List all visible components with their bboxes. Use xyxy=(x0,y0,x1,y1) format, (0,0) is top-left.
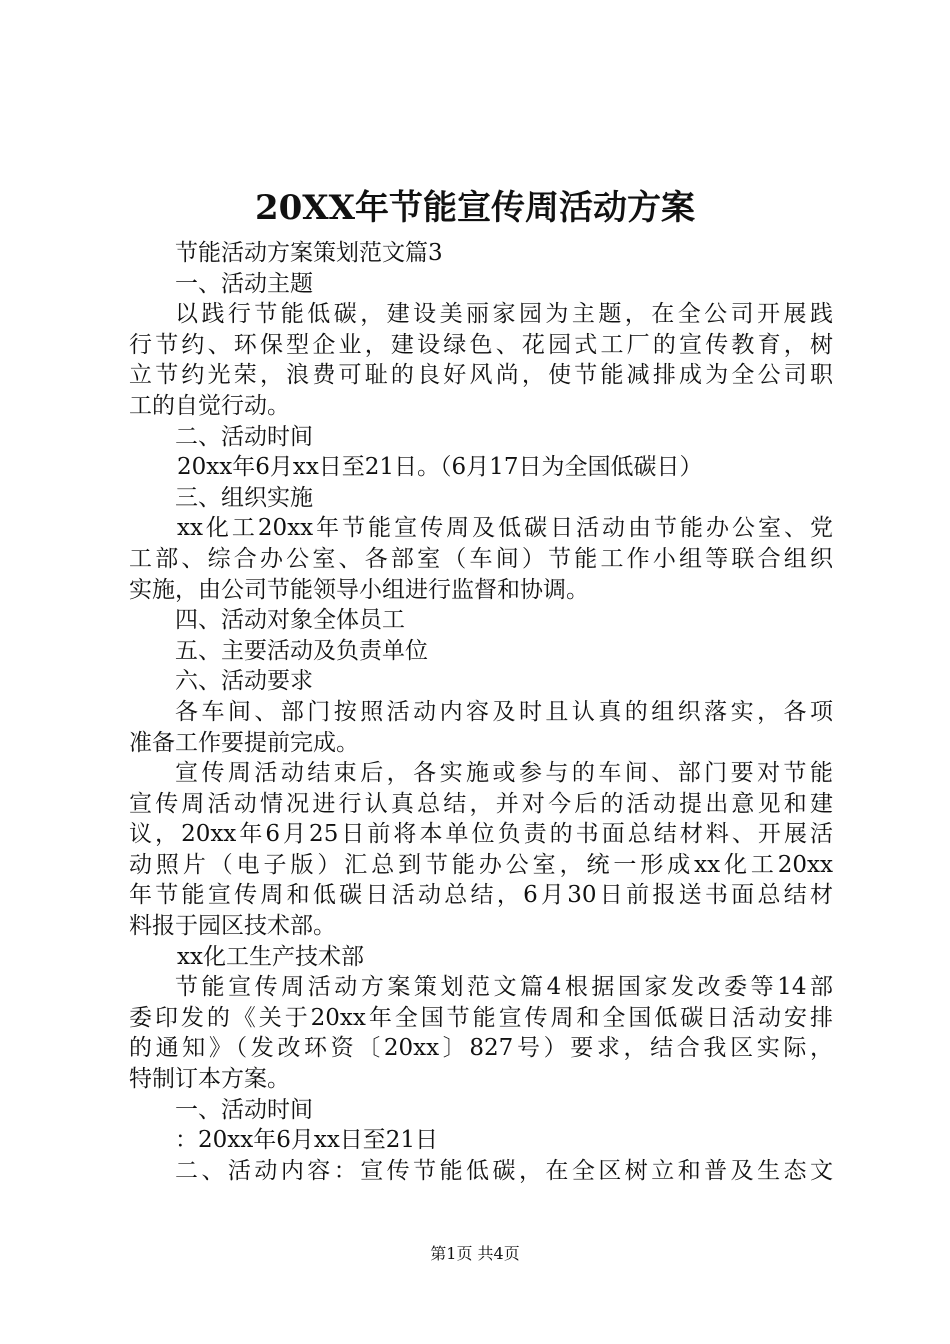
text-line: 六、活动要求 xyxy=(175,668,313,695)
text-line: 的通知》（发改环资〔20xx〕827号）要求，结合我区实际， xyxy=(129,1035,833,1062)
text-line: 三、组织实施 xyxy=(175,484,313,511)
text-line: xx化工20xx年节能宣传周及低碳日活动由节能办公室、党 xyxy=(177,515,833,542)
text-line: xx化工生产技术部 xyxy=(177,943,364,970)
text-line: 工部、综合办公室、各部室（车间）节能工作小组等联合组织 xyxy=(129,545,833,572)
text-line: 节能宣传周活动方案策划范文篇4根据国家发改委等14部 xyxy=(175,974,833,1001)
text-line: 二、活动内容：宣传节能低碳，在全区树立和普及生态文 xyxy=(175,1157,833,1184)
text-line: 节能活动方案策划范文篇3 xyxy=(175,240,443,266)
text-line: 议，20xx年6月25日前将本单位负责的书面总结材料、开展活 xyxy=(129,821,833,848)
page-indicator: 第1页 共4页 xyxy=(430,1244,520,1263)
text-line: 料报于园区技术部。 xyxy=(129,913,336,940)
text-line: 委印发的《关于20xx年全国节能宣传周和全国低碳日活动安排 xyxy=(129,1004,833,1031)
text-line: 工的自觉行动。 xyxy=(129,392,290,419)
document-body xyxy=(129,238,833,1186)
text-line: 二、活动时间 xyxy=(175,423,313,450)
text-line: 以践行节能低碳，建设美丽家园为主题，在全公司开展践 xyxy=(175,301,833,328)
text-line: 特制订本方案。 xyxy=(129,1066,290,1093)
text-line: 五、主要活动及负责单位 xyxy=(175,637,428,664)
text-line: 20xx年6月xx日至21日。（6月17日为全国低碳日） xyxy=(177,454,703,481)
text-line: 行节约、环保型企业，建设绿色、花园式工厂的宣传教育，树 xyxy=(129,331,833,358)
text-line: 年节能宣传周和低碳日活动总结，6月30日前报送书面总结材 xyxy=(129,882,833,909)
text-line: 四、活动对象全体员工 xyxy=(175,607,405,634)
text-line: 实施，由公司节能领导小组进行监督和协调。 xyxy=(129,576,589,603)
text-line: 宣传周活动情况进行认真总结，并对今后的活动提出意见和建 xyxy=(129,790,833,817)
text-line: 一、活动主题 xyxy=(175,270,313,297)
text-line: 动照片（电子版）汇总到节能办公室，统一形成xx化工20xx xyxy=(129,851,833,878)
document-title: 20XX年节能宣传周活动方案 xyxy=(254,188,696,228)
text-line: 一、活动时间 xyxy=(175,1096,313,1123)
text-line: 各车间、部门按照活动内容及时且认真的组织落实，各项 xyxy=(175,698,833,725)
text-line: 宣传周活动结束后，各实施或参与的车间、部门要对节能 xyxy=(175,760,833,787)
text-line: ：20xx年6月xx日至21日 xyxy=(175,1127,439,1154)
text-line: 立节约光荣，浪费可耻的良好风尚，使节能减排成为全公司职 xyxy=(129,362,833,389)
text-line: 准备工作要提前完成。 xyxy=(129,729,359,756)
